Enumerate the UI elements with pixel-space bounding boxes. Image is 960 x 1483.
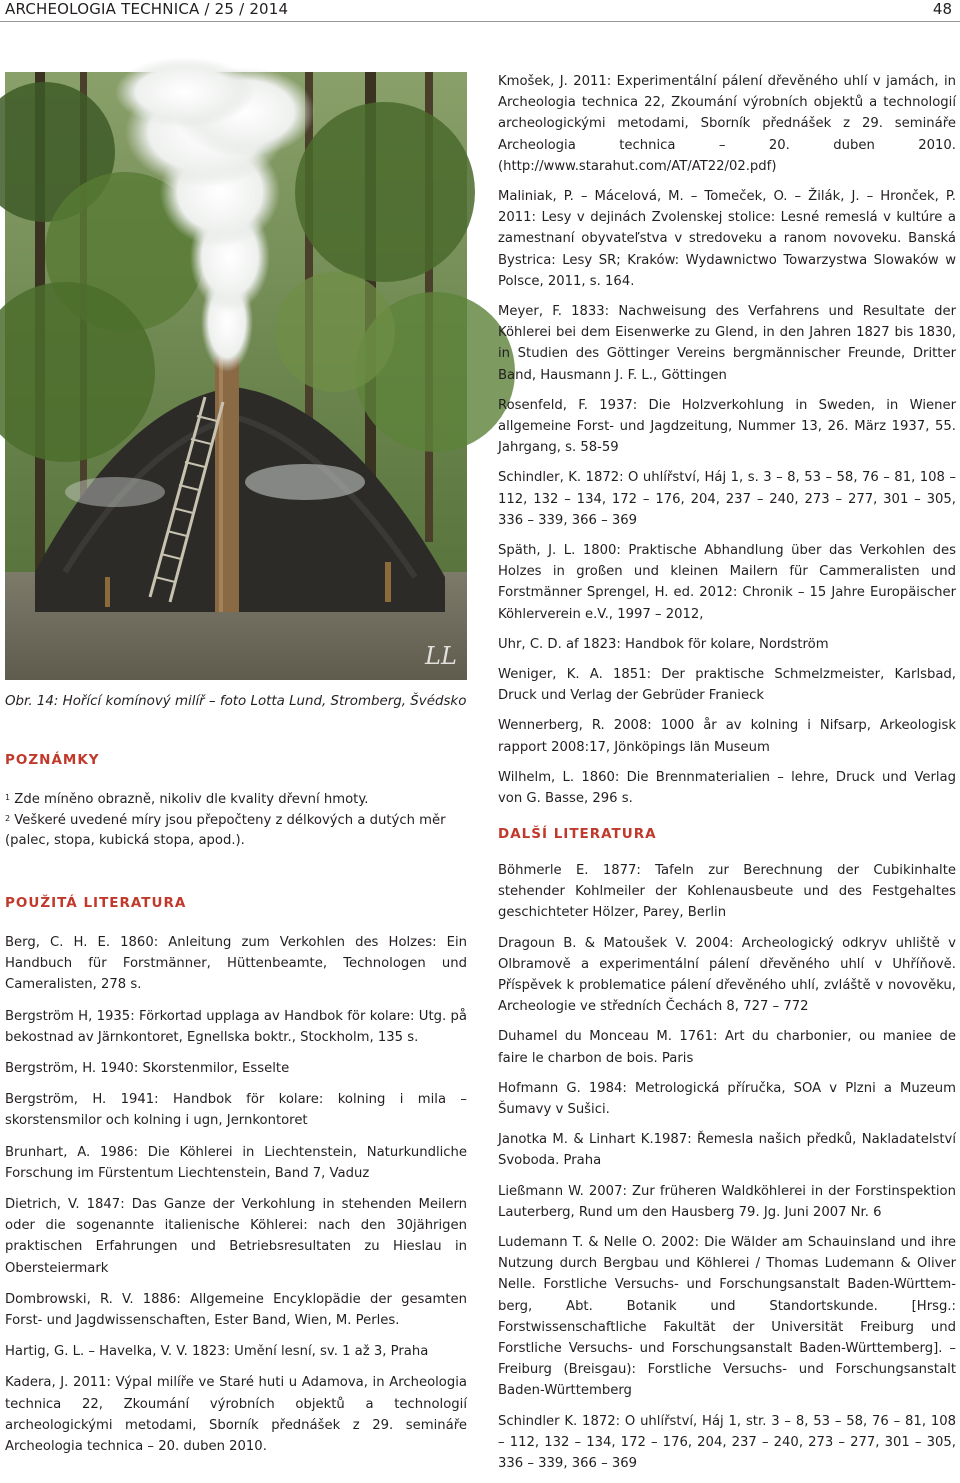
reference-entry: Wilhelm, L. 1860: Die Brennmaterialien – lehre, Druck und Verlag von G. Basse, 296 s. — [498, 769, 956, 807]
reference-entry: Hartig, G. L. – Havelka, V. V. 1823: Umění lesní, sv. 1 až 3, Praha — [5, 1344, 429, 1360]
reference-entry: Berg, C. H. E. 1860: Anleitung zum Verkohlen des Holzes: Ein Handbuch für Forstmänner, Hüttenbeamte, Technologen und Cameralisten, 278 s. — [5, 935, 467, 993]
reference-entry: Späth, J. L. 1800: Praktische Abhandlung über das Verkohlen des Holzes in großen und kleinen Mailern für Cammeralisten und Forstmänner Sprengel, H. ed. 2012: Chronik – 15 Jahre Europäischer Köhlerverein e.V., 1997 – 2012, — [498, 543, 956, 622]
reference-entry: Meyer, F. 1833: Nachweisung des Verfahrens und Resultate der Köhlerei bei dem Eisenwerke zu Glend, in den Jahren 1827 bis 1830, in Studien des Göttinger Vereins bergmännischer Freunde, Dritter Band, Hausmann J. F. L., Göttingen — [498, 304, 956, 383]
reference-entry: Hofmann G. 1984: Metrologická příručka, SOA v Plzni a Muzeum Šumavy v Sušici. — [498, 1080, 956, 1118]
reference-entry: Kadera, J. 2011: Výpal milíře ve Staré huti u Adamova, in Archeologia technica 22, Zkoumání výrobních objektů a technologií archeologickými metodami, Sborník přednášek z 29. semináře Archeologia technica – 20. duben 2010. — [5, 1375, 467, 1455]
reference-entry: Bergström, H. 1940: Skorstenmilor, Esselte — [5, 1061, 290, 1077]
further-literature-list — [498, 860, 956, 1483]
reference-entry: Rosenfeld, F. 1937: Die Holzverkohlung in Sweden, in Wiener allgemeine Forst- und Jagdzeitung, Nummer 13, 26. März 1937, 55. Jahrgang, s. 58-59 — [498, 397, 956, 456]
reference-entry: Dragoun B. & Matoušek V. 2004: Archeologický odkryv uhliště v Olbramově a experimentální pálení dřevěného uhlí v Uhříňově. Příspěvek k problematice pálení dřevěného uhlí, zvláště v novověku, Archeologie ve středních Čechách 8, 727 – 772 — [498, 935, 956, 1015]
reference-entry: Schindler, K. 1872: O uhlířství, Háj 1, s. 3 – 8, 53 – 58, 76 – 81, 108 – 112, 132 – 134, 172 – 176, 204, 237 – 240, 273 – 277, 301 – 305, 336 – 339, 366 – 369 — [498, 470, 956, 528]
page-number: 48 — [932, 0, 952, 18]
reference-entry: Ließmann W. 2007: Zur früheren Waldköhlerei in der Forstinspektion Lauterberg, Rund um den Hausberg 79. Jg. Juni 2007 Nr. 6 — [498, 1183, 956, 1220]
reference-entry: Duhamel du Monceau M. 1761: Art du charbonier, ou maniee de faire le charbon de bois. Paris — [498, 1029, 956, 1066]
reference-entry: Bergström, H. 1941: Handbok för kolare: kolning i mila – skorstensmilor och kolning i ugn, Jernkontoret — [5, 1092, 467, 1129]
notes-list — [5, 790, 467, 852]
reference-entry: Dietrich, V. 1847: Das Ganze der Verkohlung in stehenden Meilern oder die sogenannte italienische Köhlerei: nach den 30jährigen praktischen Erfahrungen und Betriebsresultaten zu Hieslau in Obersteiermark — [5, 1197, 467, 1276]
running-header — [0, 0, 960, 22]
reference-entry: Weniger, K. A. 1851: Der praktische Schmelzmeister, Karlsbad, Druck und Verlag der Gebrüder Franieck — [498, 667, 956, 704]
charcoal-kiln-photo — [5, 72, 467, 680]
reference-entry: Wennerberg, R. 2008: 1000 år av kolning i Nifsarp, Arkeologisk rapport 2008:17, Jönköpings län Museum — [498, 718, 956, 755]
photo-illustration — [5, 72, 467, 680]
note-number: 2 — [5, 813, 11, 823]
reference-entry: Brunhart, A. 1986: Die Köhlerei in Liechtenstein, Naturkundliche Forschung im Fürstentum Liechtenstein, Band 7, Vaduz — [5, 1144, 467, 1181]
references-left-column — [5, 932, 467, 1467]
journal-title: ARCHEOLOGIA TECHNICA / 25 / 2014 — [5, 0, 289, 18]
further-literature-heading: DALŠÍ LITERATURA — [498, 826, 657, 842]
reference-entry: Ludemann T. & Nelle O. 2002: Die Wälder am Schauinsland und ihre Nutzung durch Bergbau und Köhlerei / Thomas Ludemann & Oliver Nelle. Forstliche Versuchs- und Forschungsanstalt Baden-Württem-berg, Abt. Botanik und Standortskunde. [Hrsg.: Forstwissenschaftliche Fakultät der Universität Freiburg und Forstliche Versuchs- und Forschungsanstalt Baden-Württemberg]. – Freiburg (Breisgau): Forstliche Versuchs- und Forschungsanstalt Baden-Württemberg — [498, 1235, 956, 1399]
references-right-column — [498, 71, 956, 818]
reference-entry: Uhr, C. D. af 1823: Handbok för kolare, Nordström — [498, 636, 829, 652]
reference-entry: Dombrowski, R. V. 1886: Allgemeine Encyklopädie der gesamten Forst- und Jagdwissenschaften, Ester Band, Wien, M. Perles. — [5, 1291, 467, 1329]
reference-entry: Bergström H, 1935: Förkortad upplaga av Handbok för kolare: Utg. på bekostnad av Järnkontoret, Egnellska boktr., Stockholm, 135 s. — [5, 1008, 467, 1045]
notes-heading: POZNÁMKY — [5, 752, 100, 768]
figure-caption: Obr. 14: Hořící komínový milíř – foto Lotta Lund, Stromberg, Švédsko — [5, 694, 467, 709]
reference-entry: Janotka M. & Linhart K.1987: Řemesla našich předků, Nakladatelství Svoboda. Praha — [498, 1132, 956, 1169]
note-number: 1 — [5, 793, 11, 802]
reference-entry: Schindler K. 1872: O uhlířství, Háj 1, str. 3 – 8, 53 – 58, 76 – 81, 108 – 112, 132 – 134, 172 – 176, 204, 237 – 240, 273 – 277, 301 – 305, 336 – 339, 366 – 369 — [498, 1413, 956, 1472]
photo-watermark: LL — [425, 642, 457, 670]
note-item: $^2$ Veškeré uvedené míry jsou přepočteny z délkových a dutých měr (palec, stopa, kubická stopa, apod.). — [5, 812, 446, 848]
reference-entry: Böhmerle E. 1877: Tafeln zur Berechnung der Cubikinhalte stehender Kohlmeiler der Kohlenausbeute und des Festgehaltes geschichteter Hölzer, Parey, Berlin — [498, 863, 956, 921]
note-item: $^1$ Zde míněno obrazně, nikoliv dle kvality dřevní hmoty. — [5, 792, 369, 807]
used-literature-heading: POUŽITÁ LITERATURA — [5, 895, 187, 911]
reference-entry: Maliniak, P. – Mácelová, M. – Tomeček, O. – Žilák, J. – Hronček, P. 2011: Lesy v dejinách Zvolenskej stolice: Lesné remeslá v kultúre a zamestnaní obyvateľstva v stredoveku a ranom novoveku. Banská Bystrica: Lesy SR; Kraków: Wydawnictwo Towarzystwa Slowaków w Polsce, 2011, s. 164. — [498, 189, 956, 289]
reference-entry: Kmošek, J. 2011: Experimentální pálení dřevěného uhlí v jamách, in Archeologia technica 22, Zkoumání výrobních objektů a technologií archeologickými metodami, Sborník přednášek z 29. semináře Archeologia technica – 20. duben 2010. (http://www.starahut.com/AT/AT22/02.pdf) — [498, 74, 956, 174]
